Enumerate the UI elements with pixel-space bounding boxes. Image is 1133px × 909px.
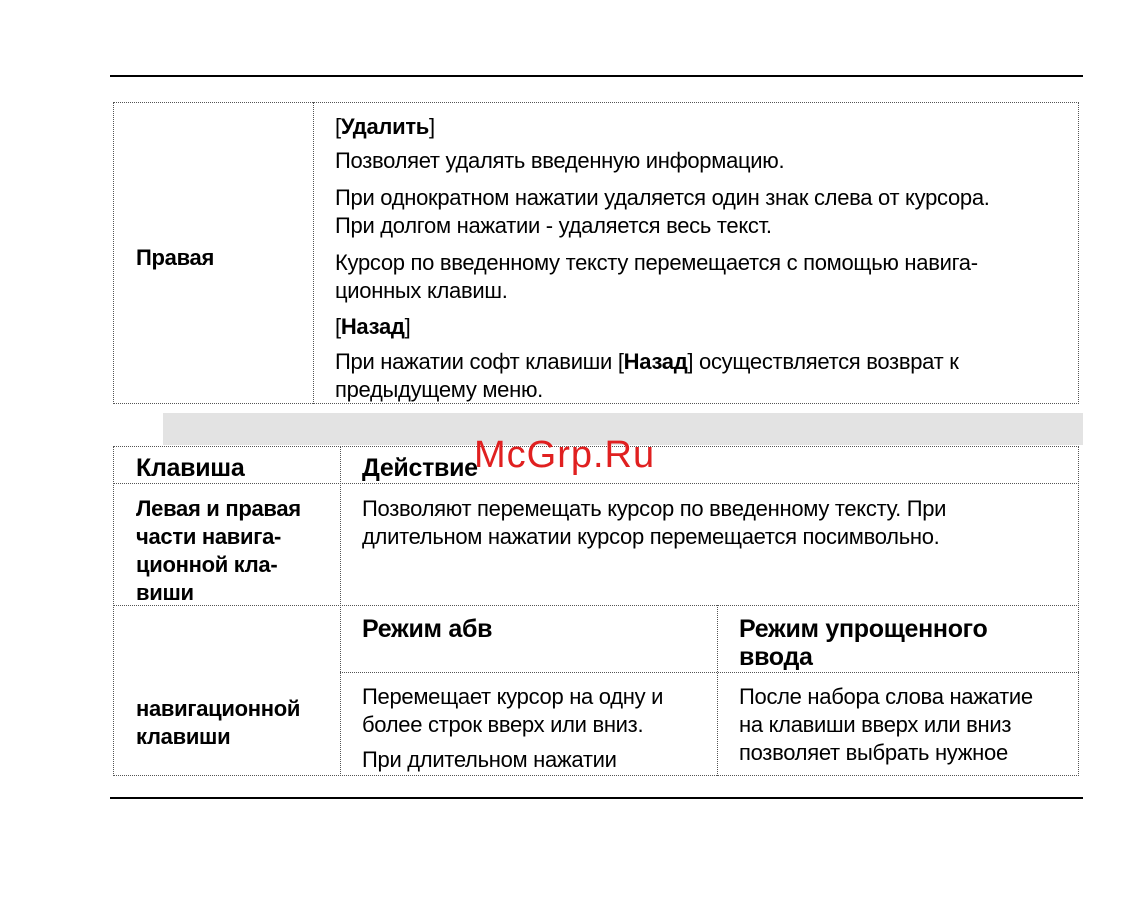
delete-desc-2: При однократном нажатии удаляется один знак слева от курсора. xyxy=(335,185,990,210)
back-desc-2: предыдущему меню. xyxy=(335,377,543,402)
row-label-right: Правая xyxy=(136,245,214,270)
row1-key-4: виши xyxy=(136,580,194,605)
header-key: Клавиша xyxy=(136,454,245,482)
back-desc-1a: При нажатии софт клавиши [ xyxy=(335,349,624,374)
mode-abc-header: Режим абв xyxy=(362,615,493,643)
row1-key-3: ционной кла- xyxy=(136,552,278,577)
mode-abc-line-1: Перемещает курсор на одну и xyxy=(362,684,664,709)
mode-abc-line-3: При длительном нажатии xyxy=(362,747,617,772)
table2-header-divider xyxy=(113,483,1079,484)
back-desc-1b: ] осуществляется возврат к xyxy=(687,349,959,374)
back-label: [Назад] xyxy=(335,314,411,339)
row1-action-2: длительном нажатии курсор перемещается посимвольно. xyxy=(362,524,940,549)
delete-key: Удалить xyxy=(340,114,430,139)
delete-desc-1: Позволяет удалять введенную информацию. xyxy=(335,148,785,173)
mode-abc-line-2: более строк вверх или вниз. xyxy=(362,712,644,737)
top-rule xyxy=(110,75,1083,77)
row2-key-1: навигационной xyxy=(136,696,301,721)
row1-action-1: Позволяют перемещать курсор по введенному тексту. При xyxy=(362,496,947,521)
table1-column-divider xyxy=(313,102,314,404)
back-key: Назад xyxy=(340,314,405,339)
delete-label: [Удалить] xyxy=(335,114,435,139)
delete-desc-5: ционных клавиш. xyxy=(335,278,508,303)
header-action: Действие xyxy=(362,454,478,482)
row2-key-2: клавиши xyxy=(136,724,231,749)
table2-column-divider xyxy=(340,446,341,776)
delete-desc-3: При долгом нажатии - удаляется весь текст. xyxy=(335,213,772,238)
back-desc-1-key: Назад xyxy=(623,349,688,374)
watermark: McGrp.Ru xyxy=(474,434,656,476)
back-desc-1 xyxy=(335,347,959,376)
mode-simple-line-1: После набора слова нажатие xyxy=(739,684,1033,709)
mode-header-divider xyxy=(340,672,1079,673)
delete-desc-4: Курсор по введенному тексту перемещается с помощью навига- xyxy=(335,250,978,275)
mode-simple-header-2: ввода xyxy=(739,643,813,671)
mode-simple-header-1: Режим упрощенного xyxy=(739,615,988,643)
mode-simple-line-2: на клавиши вверх или вниз xyxy=(739,712,1012,737)
table2-row-divider xyxy=(113,605,1079,606)
row1-key-2: части навига- xyxy=(136,524,282,549)
bottom-rule xyxy=(110,797,1083,799)
mode-column-divider xyxy=(717,605,718,776)
row1-key-1: Левая и правая xyxy=(136,496,301,521)
mode-simple-line-3: позволяет выбрать нужное xyxy=(739,740,1008,765)
